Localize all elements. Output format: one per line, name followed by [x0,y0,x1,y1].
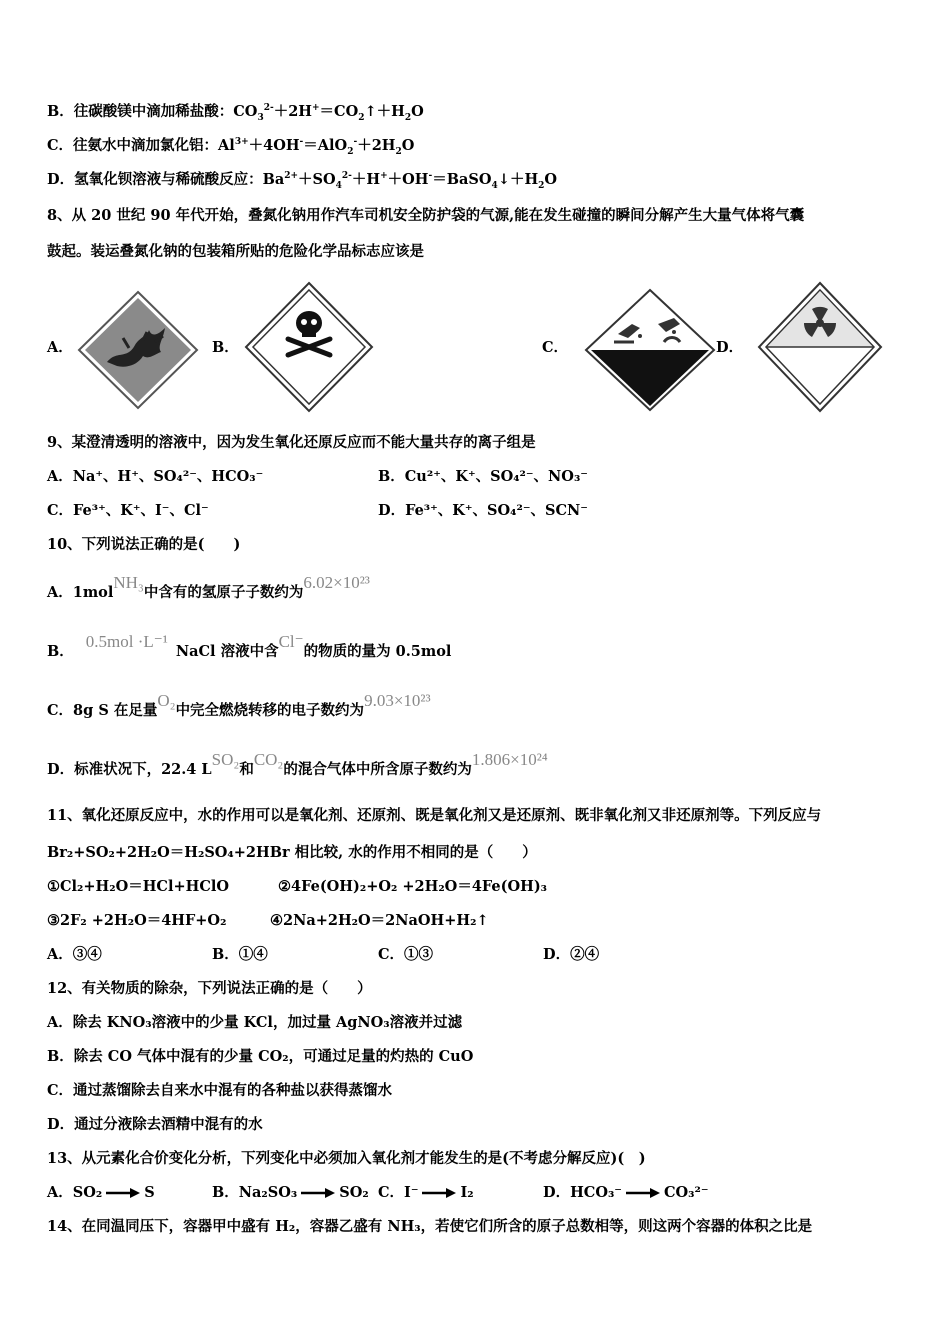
q10-d-number: 1.806×10²⁴ [471,750,548,769]
q7-option-d: D．氢氧化钡溶液与稀硫酸反应：$Ba^{2+}+SO_4^{2-}+H^++OH^-=BaSO_4↓+H_2O$ [47,171,558,191]
toxic-skull-sign-icon [244,281,374,413]
q10-c-number: 9.03×10²³ [364,691,431,710]
q10-option-b: B．0.5mol ·L⁻¹NaCl 溶液中含Cl⁻的物质的量为 0.5mol [47,632,452,660]
q9-option-a: A．Na⁺、H⁺、SO₄²⁻、HCO₃⁻ [47,468,264,485]
q12-option-b: B．除去 CO 气体中混有的少量 CO₂，可通过足量的灼热的 CuO [47,1048,474,1065]
q12-option-a: A．除去 KNO₃溶液中的少量 KCl，加过量 AgNO₃溶液并过滤 [47,1014,463,1031]
q8-option-d-label: D． [716,339,744,356]
q11-stem-line2: Br₂+SO₂+2H₂O＝H₂SO₄+2HBr 相比较, 水的作用不相同的是（ ） [47,844,537,861]
arrow-right-icon [422,1188,456,1198]
q8-option-c-label: C． [542,339,569,356]
q8-option-b-label: B． [212,339,239,356]
q11-stem-line1: 11、氧化还原反应中，水的作用可以是氧化剂、还原剂、既是氧化剂又是还原剂、既非氧化剂又非还原剂等。下列反应与 [47,807,822,824]
q13-stem: 13、从元素化合价变化分析，下列变化中必须加入氧化剂才能发生的是(不考虑分解反应)( ) [47,1150,646,1167]
q14-stem: 14、在同温同压下，容器甲中盛有 H₂，容器乙盛有 NH₃，若使它们所含的原子总数相等，则这两个容器的体积之比是 [47,1218,813,1235]
q11-reaction-3: ③2F₂ +2H₂O＝4HF+O₂ [47,912,227,929]
q8-stem-line2: 鼓起。装运叠氮化钠的包装箱所贴的危险化学品标志应该是 [47,243,424,260]
q12-option-d: D．通过分液除去酒精中混有的水 [47,1116,263,1133]
flammable-solid-sign-icon [77,290,199,410]
q12-stem: 12、有关物质的除杂，下列说法正确的是（ ） [47,980,372,997]
arrow-right-icon [301,1188,335,1198]
q9-option-c: C．Fe³⁺、K⁺、I⁻、Cl⁻ [47,502,209,519]
q7-option-c: C．往氨水中滴加氯化铝：$Al^{3+}+4OH^-=AlO_2^-+2H_2O$ [47,137,415,157]
radioactive-sign-icon [757,281,883,413]
q10-d-formula2: CO₂ [253,750,284,769]
q11-option-a: A．③④ [47,946,102,963]
q13-option-d: D．HCO₃⁻ CO₃²⁻ [543,1184,709,1201]
q9-option-d: D．Fe³⁺、K⁺、SO₄²⁻、SCN⁻ [378,502,588,519]
q8-option-a-label: A． [47,339,73,356]
q11-reaction-1: ①Cl₂+H₂O＝HCl+HClO [47,878,230,895]
q12-option-c: C．通过蒸馏除去自来水中混有的各种盐以获得蒸馏水 [47,1082,393,1099]
q10-c-formula: O₂ [157,691,176,710]
q11-reaction-4: ④2Na+2H₂O＝2NaOH+H₂↑ [270,912,489,929]
q10-option-a: A．1molNH₃中含有的氢原子子数约为6.02×10²³ [47,573,370,601]
q9-option-b: B．Cu²⁺、K⁺、SO₄²⁻、NO₃⁻ [378,468,588,485]
q10-option-d: D．标准状况下，22.4 LSO₂和CO₂的混合气体中所含原子数约为1.806×10²⁴ [47,750,548,778]
q10-d-formula1: SO₂ [211,750,240,769]
q11-option-d: D．②④ [543,946,600,963]
q10-b-concentration: 0.5mol ·L⁻¹ [85,632,168,651]
q11-option-b: B．①④ [212,946,268,963]
q11-reaction-2: ②4Fe(OH)₂+O₂ +2H₂O＝4Fe(OH)₃ [278,878,548,895]
q10-b-ion: Cl⁻ [278,632,304,651]
q11-option-c: C．①③ [378,946,434,963]
q13-option-c: C．I⁻ I₂ [378,1184,474,1201]
q10-a-number: 6.02×10²³ [303,573,370,592]
q8-stem-line1: 8、从 20 世纪 90 年代开始，叠氮化钠用作汽车司机安全防护袋的气源,能在发生碰撞的瞬间分解产生大量气体将气囊 [47,207,805,224]
q13-option-a: A．SO₂ S [47,1184,155,1201]
arrow-right-icon [106,1188,140,1198]
q10-stem: 10、下列说法正确的是( ) [47,536,241,553]
q10-a-formula: NH₃ [113,573,144,592]
q7-option-b: B．往碳酸镁中滴加稀盐酸：$CO_3^{2-}+2H^+=CO_2↑+H_2O$ [47,103,424,123]
q10-option-c: C．8g S 在足量O₂中完全燃烧转移的电子数约为9.03×10²³ [47,691,431,719]
arrow-right-icon [626,1188,660,1198]
q9-stem: 9、某澄清透明的溶液中，因为发生氧化还原反应而不能大量共存的离子组是 [47,434,536,451]
corrosive-sign-icon [584,288,716,412]
q13-option-b: B．Na₂SO₃ SO₂ [212,1184,369,1201]
